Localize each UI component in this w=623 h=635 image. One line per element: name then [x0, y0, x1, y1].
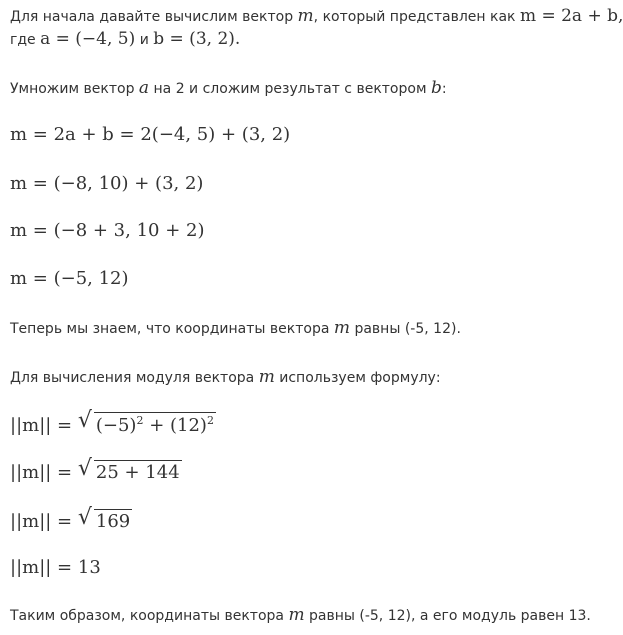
exponent: 2 — [136, 414, 144, 427]
modulus-lhs: ||m|| = — [10, 511, 73, 532]
intro-text-2: , который представлен как — [313, 9, 520, 25]
step-text-3: : — [441, 81, 447, 97]
coords-line — [10, 318, 461, 339]
equation-2: m = (−8, 10) + (3, 2) — [10, 173, 204, 194]
modulus-step-1 — [10, 408, 216, 436]
modulus-lhs: ||m|| = — [10, 557, 73, 578]
modulus-intro-line — [10, 367, 441, 388]
sqrt-expression — [77, 505, 132, 532]
sqrt-expression — [77, 408, 216, 436]
modulus-result: 13 — [77, 557, 101, 578]
equation-1: m = 2a + b = 2(−4, 5) + (3, 2) — [10, 124, 291, 145]
step-text-2: на 2 и сложим результат с вектором — [149, 81, 431, 97]
modulus-step-4 — [10, 557, 101, 578]
radicand: 25 + 144 — [95, 462, 180, 483]
radicand — [94, 412, 216, 436]
coords-text-2: равны (-5, 12). — [350, 321, 461, 337]
sqrt-expression — [77, 456, 182, 483]
modulus-step-2 — [10, 456, 182, 483]
radicand-part-1: (−5) — [95, 415, 137, 436]
var-b: b — [430, 78, 442, 98]
radicand-part-2: + (12) — [143, 415, 207, 436]
intro-line-2 — [10, 29, 240, 50]
coords-text-1: Теперь мы знаем, что координаты вектора — [10, 321, 334, 337]
sqrt-icon: √ — [77, 456, 92, 481]
step-description — [10, 78, 447, 99]
var-m: m — [333, 318, 351, 338]
var-m: m — [297, 6, 314, 26]
a-definition: a = (−4, 5) — [40, 29, 136, 49]
and-word: и — [135, 32, 154, 48]
b-definition: b = (3, 2). — [153, 29, 241, 49]
equation-4: m = (−5, 12) — [10, 268, 129, 289]
conclusion-line — [10, 605, 591, 626]
modulus-lhs: ||m|| = — [10, 462, 73, 483]
radicand: 169 — [95, 511, 131, 532]
intro-line-1 — [10, 6, 623, 27]
sqrt-icon: √ — [77, 408, 92, 433]
var-a: a — [138, 78, 150, 98]
step-text-1: Умножим вектор — [10, 81, 139, 97]
modulus-text-2: используем формулу: — [274, 370, 441, 386]
conclusion-text-2: равны (-5, 12), а его модуль равен 13. — [304, 608, 591, 624]
conclusion-text-1: Таким образом, координаты вектора — [10, 608, 289, 624]
modulus-text-1: Для вычисления модуля вектора — [10, 370, 259, 386]
sqrt-icon: √ — [77, 505, 92, 530]
exponent: 2 — [206, 414, 214, 427]
modulus-lhs: ||m|| = — [10, 415, 73, 436]
modulus-step-3 — [10, 505, 132, 532]
intro-text-1: Для начала давайте вычислим вектор — [10, 9, 298, 25]
var-m: m — [258, 367, 275, 387]
intro-formula: m = 2a + b, — [519, 6, 623, 26]
equation-3: m = (−8 + 3, 10 + 2) — [10, 220, 205, 241]
var-m: m — [288, 605, 305, 625]
intro-text-3: где — [10, 32, 41, 48]
